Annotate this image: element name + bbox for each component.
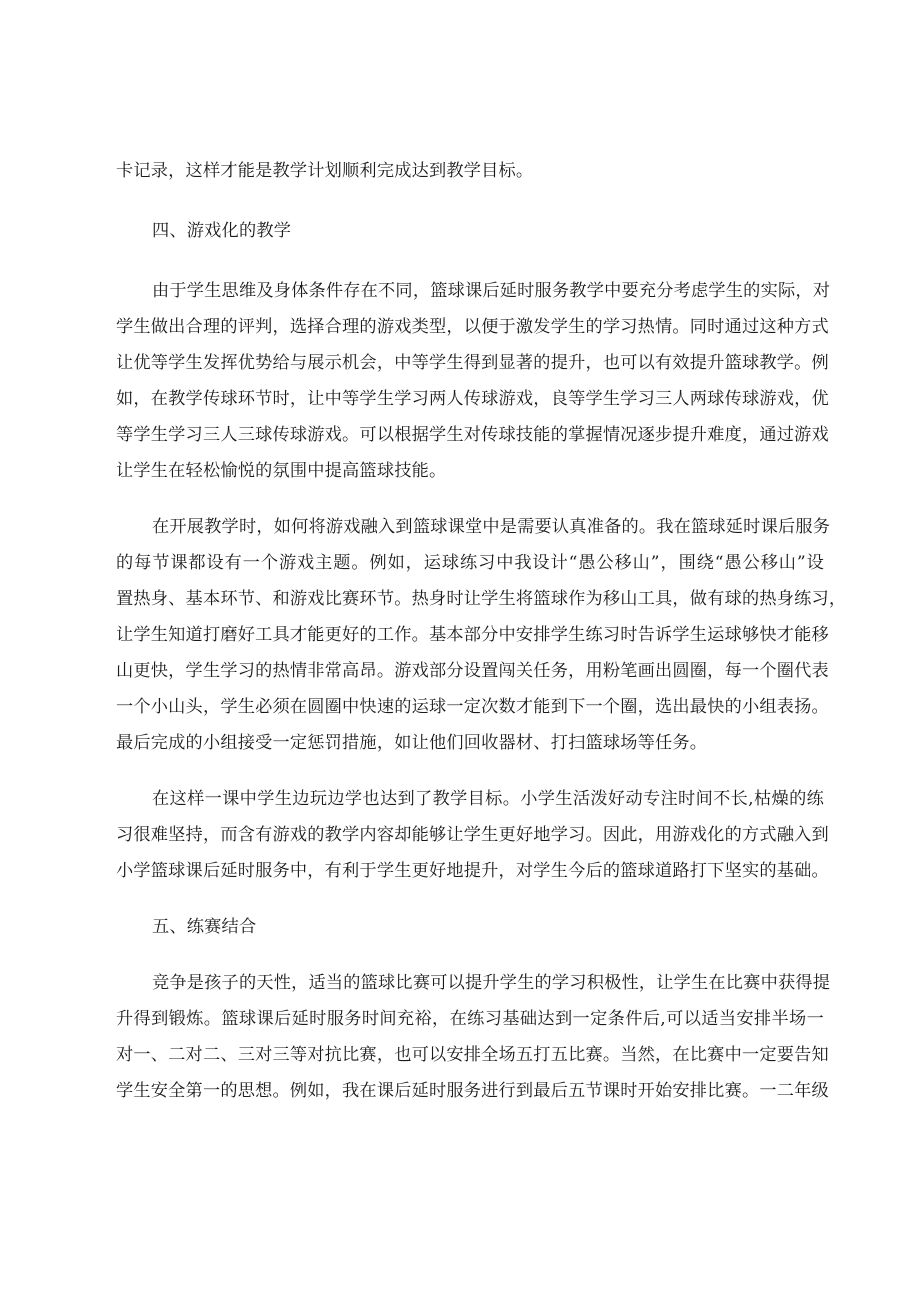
section-heading-5: 五、练赛结合 (152, 917, 257, 937)
paragraph-line: 竞争是孩子的天性，适当的篮球比赛可以提升学生的学习积极性，让学生在比赛中获得提 (152, 973, 831, 993)
paragraph-line: 让优等学生发挥优势给与展示机会，中等学生得到显著的提升，也可以有效提升篮球教学。例 (116, 353, 829, 373)
paragraph-line: 习很难坚持，而含有游戏的教学内容却能够让学生更好地学习。因此，用游戏化的方式融入到 (116, 825, 829, 845)
paragraph-line: 如，在教学传球环节时，让中等学生学习两人传球游戏，良等学生学习三人两球传球游戏，优 (116, 389, 829, 409)
paragraph-line: 升得到锻炼。篮球课后延时服务时间充裕，在练习基础达到一定条件后,可以适当安排半场一 (116, 1009, 824, 1029)
paragraph-line: 对一、二对二、三对三等对抗比赛，也可以安排全场五打五比赛。当然，在比赛中一定要告知 (116, 1045, 829, 1065)
paragraph-line: 在这样一课中学生边玩边学也达到了教学目标。小学生活泼好动专注时间不长,枯燥的练 (152, 789, 824, 809)
paragraph-line: 最后完成的小组接受一定惩罚措施，如让他们回收器材、打扫篮球场等任务。 (116, 733, 708, 753)
paragraph-line: 山更快，学生学习的热情非常高昂。游戏部分设置闯关任务，用粉笔画出圆圈，每一个圈代表 (116, 661, 829, 681)
paragraph-line: 一个小山头，学生必须在圆圈中快速的运球一定次数才能到下一个圈，选出最快的小组表扬。 (116, 697, 829, 717)
paragraph-line: 让学生知道打磨好工具才能更好的工作。基本部分中安排学生练习时告诉学生运球够快才能移 (116, 625, 829, 645)
paragraph-line: 学生安全第一的思想。例如，我在课后延时服务进行到最后五节课时开始安排比赛。一二年级 (116, 1081, 829, 1101)
paragraph-line: 的每节课都设有一个游戏主题。例如，运球练习中我设计“愚公移山”，围绕“愚公移山”设 (116, 553, 824, 573)
paragraph-line: 小学篮球课后延时服务中，有利于学生更好地提升，对学生今后的篮球道路打下坚实的基础。 (116, 861, 829, 881)
paragraph-line: 由于学生思维及身体条件存在不同，篮球课后延时服务教学中要充分考虑学生的实际，对 (152, 281, 831, 301)
paragraph-line: 学生做出合理的评判，选择合理的游戏类型，以便于激发学生的学习热情。同时通过这种方式 (116, 317, 829, 337)
paragraph-line: 等学生学习三人三球传球游戏。可以根据学生对传球技能的掌握情况逐步提升难度，通过游戏 (116, 425, 829, 445)
paragraph-line: 置热身、基本环节、和游戏比赛环节。热身时让学生将篮球作为移山工具，做有球的热身练习， (116, 589, 847, 609)
paragraph-line: 让学生在轻松愉悦的氛围中提高篮球技能。 (116, 461, 447, 481)
paragraph-line: 卡记录，这样才能是教学计划顺利完成达到教学目标。 (116, 161, 534, 181)
section-heading-4: 四、游戏化的教学 (152, 221, 292, 241)
paragraph-line: 在开展教学时，如何将游戏融入到篮球课堂中是需要认真准备的。我在篮球延时课后服务 (152, 517, 831, 537)
